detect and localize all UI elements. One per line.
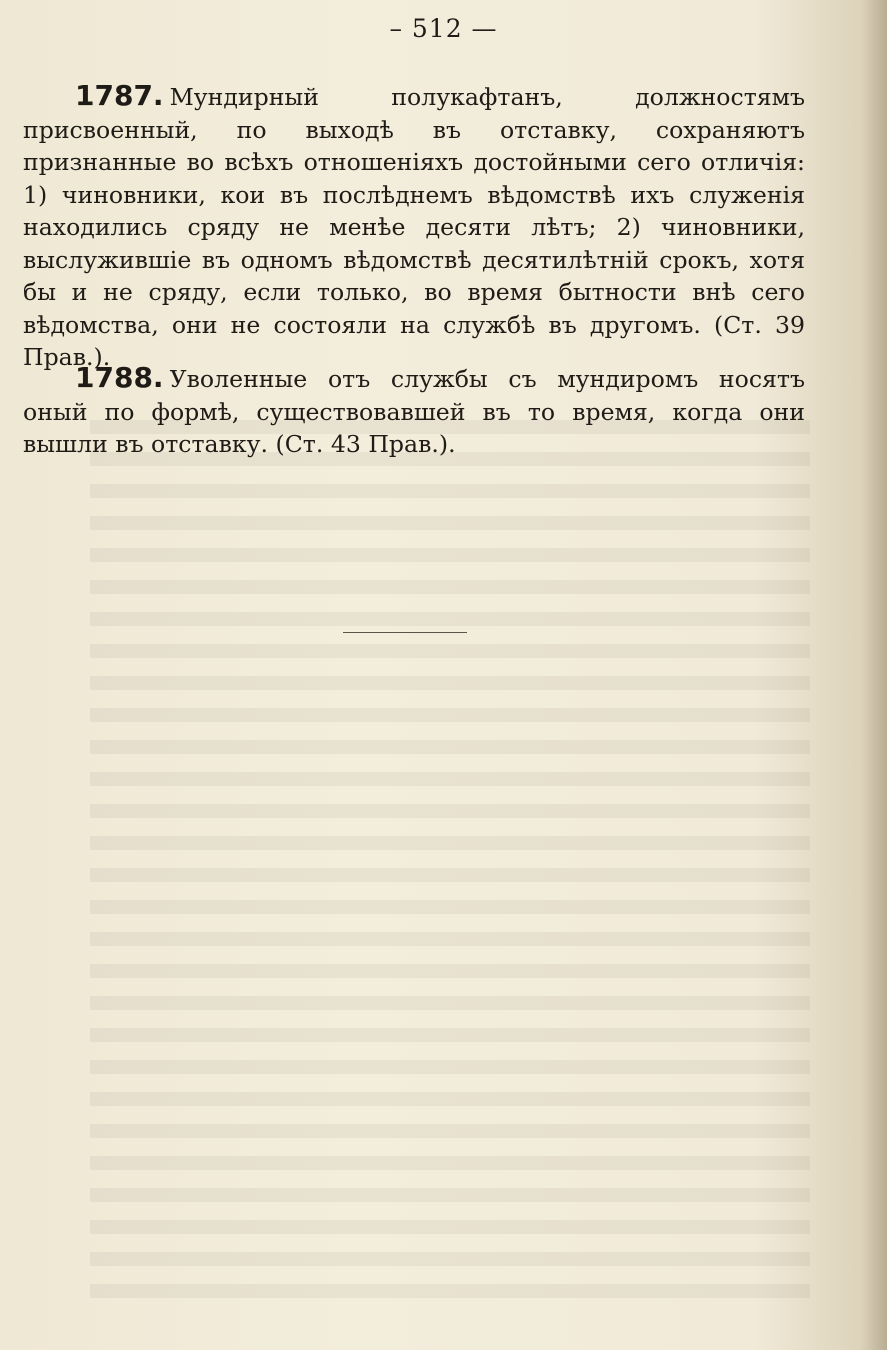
- article-number: 1788.: [75, 361, 164, 394]
- article-1787: [23, 80, 805, 374]
- article-1788: [23, 362, 805, 461]
- section-divider: [343, 632, 467, 633]
- article-text: Уволенные отъ службы съ мундиромъ носятъ оный по формѣ, существовавшей въ то время, когда они вышли въ отставку. (Ст. 43 Прав.).: [23, 365, 805, 458]
- article-text: Мундирный полукафтанъ, должностямъ присвоенный, по выходѣ въ отставку, сохраняютъ признанные во всѣхъ отношенiяхъ достойными сего отличiя: 1) чиновники, кои въ послѣднемъ вѣдомствѣ ихъ служенiя находились сряду не менѣе десяти лѣтъ; 2) чиновники, выслужившiе въ одномъ вѣдомствѣ десятилѣтнiй срокъ, хотя бы и не сряду, если только, во время бытности внѣ сего вѣдомства, они не состояли на службѣ въ другомъ. (Ст. 39 Прав.).: [23, 83, 805, 371]
- bleed-through-texture: [90, 420, 810, 1300]
- page-number: – 512 —: [389, 14, 498, 43]
- article-number: 1787.: [75, 79, 164, 112]
